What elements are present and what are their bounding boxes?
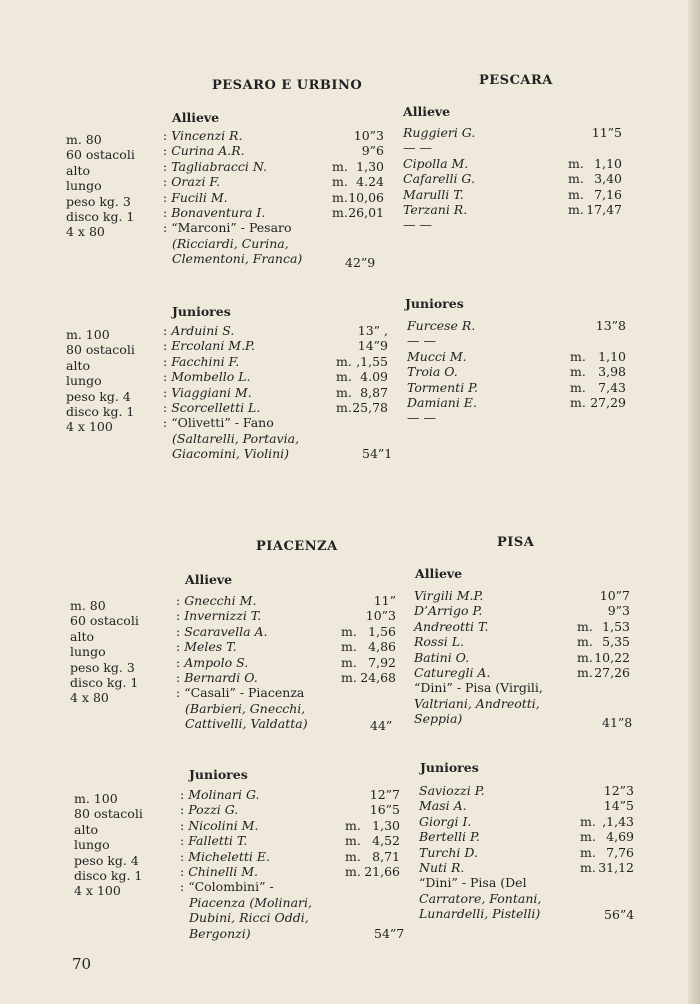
events-column-pesaro-juniores: m. 100 80 ostacoli alto lungo peso kg. 4 disco kg. 1 4 x 100 <box>66 327 135 435</box>
category-allieve-pisa: Allieve <box>415 566 463 581</box>
category-juniores-pescara: Juniores <box>405 296 464 311</box>
page-edge-shadow <box>688 0 700 1004</box>
athletes-pesaro-juniores: : Arduini S. : Ercolani M.P. : Facchini F. : Mombello L. : Viaggiani M. : Scorcelletti L. : “Olivetti” - Fano (Saltarelli, Portavia, Giacomini, Violini) <box>163 323 300 462</box>
events-column-piacenza-juniores: m. 100 80 ostacoli alto lungo peso kg. 4 disco kg. 1 4 x 100 <box>74 791 143 899</box>
units-pisa-juniores: m. m. m. m. <box>580 813 596 875</box>
province-heading-pescara: PESCARA <box>479 73 553 88</box>
athletes-pisa-juniores: Saviozzi P. Masi A. Giorgi I. Bertelli P. Turchi D. Nuti R. “Dini” - Pisa (Del Carratore, Fontani, Lunardelli, Pistelli) <box>419 783 542 922</box>
athletes-piacenza-juniores: : Molinari G. : Pozzi G. : Nicolini M. : Falletti T. : Micheletti E. : Chinelli M. : “Colombini” - Piacenza (Molinari, Dubini, Ricci Oddi, Bergonzi) <box>180 787 312 941</box>
units-piacenza-juniores: m. m. m. m. <box>345 817 361 879</box>
results-pesaro-juniores: 13” , 14”9 ,1,55 4.09 8,87 25,78 <box>352 323 388 415</box>
results-pescara-juniores: 13”8 1,10 3,98 7,43 27,29 <box>590 318 626 410</box>
results-pescara-allieve: 11”5 1,10 3,40 7,16 17,47 <box>586 125 622 217</box>
results-pesaro-allieve: 10”3 9”6 1,30 4.24 10,06 26,01 <box>348 128 384 220</box>
category-juniores-pisa: Juniores <box>420 760 479 775</box>
units-piacenza-allieve: m. m. m. m. <box>341 623 357 685</box>
category-juniores-pesaro: Juniores <box>172 304 231 319</box>
events-column-pesaro-allieve: m. 80 60 ostacoli alto lungo peso kg. 3 disco kg. 1 4 x 80 <box>66 132 135 240</box>
category-allieve-piacenza: Allieve <box>185 572 233 587</box>
athletes-pisa-allieve: Virgili M.P. D’Arrigo P. Andreotti T. Rossi L. Batini O. Caturegli A. “Dini” - Pisa (Virgili, Valtriani, Andreotti, Seppia) <box>414 588 543 727</box>
province-heading-pesaro-urbino: PESARO E URBINO <box>212 78 363 93</box>
relay-result-piacenza-juniores: 54”7 <box>374 926 405 941</box>
results-piacenza-allieve: 11” 10”3 1,56 4,86 7,92 24,68 <box>360 593 396 685</box>
results-pisa-allieve: 10”7 9”3 1,53 5,35 10,22 27,26 <box>594 588 630 680</box>
units-pisa-allieve: m. m. m. m. <box>577 618 593 680</box>
units-pesaro-allieve: m. m. m. m. <box>332 158 348 220</box>
events-column-piacenza-allieve: m. 80 60 ostacoli alto lungo peso kg. 3 disco kg. 1 4 x 80 <box>70 598 139 706</box>
category-allieve-pesaro: Allieve <box>172 110 220 125</box>
units-pescara-juniores: m. m. m. m. <box>570 348 586 410</box>
units-pesaro-juniores: m. m. m. m. <box>336 353 352 415</box>
category-allieve-pescara: Allieve <box>403 104 451 119</box>
athletes-pesaro-allieve: : Vincenzi R. : Curina A.R. : Tagliabracci N. : Orazi F. : Fucili M. : Bonaventura I. : “Marconi” - Pesaro (Ricciardi, Curina, Clementoni, Franca) <box>163 128 303 267</box>
relay-result-pesaro-juniores: 54”1 <box>362 446 393 461</box>
results-piacenza-juniores: 12”7 16”5 1,30 4,52 8,71 21,66 <box>364 787 400 879</box>
athletes-pescara-allieve: Ruggieri G. — — Cipolla M. Cafarelli G. Marulli T. Terzani R. — — <box>403 125 476 233</box>
athletes-pescara-juniores: Furcese R. — — Mucci M. Troia O. Tormenti P. Damiani E. — — <box>407 318 479 426</box>
page-number: 70 <box>72 955 92 973</box>
relay-result-pisa-allieve: 41”8 <box>602 715 633 730</box>
units-pescara-allieve: m. m. m. m. <box>568 155 584 217</box>
category-juniores-piacenza: Juniores <box>189 767 248 782</box>
relay-result-pesaro-allieve: 42”9 <box>345 255 376 270</box>
athletes-piacenza-allieve: : Gnecchi M. : Invernizzi T. : Scaravella A. : Meles T. : Ampolo S. : Bernardi O. : “Casali” - Piacenza (Barbieri, Gnecchi, Cattivelli, Valdatta) <box>176 593 308 732</box>
province-heading-pisa: PISA <box>497 535 535 550</box>
relay-result-piacenza-allieve: 44” <box>370 718 393 733</box>
relay-result-pisa-juniores: 56”4 <box>604 907 635 922</box>
province-heading-piacenza: PIACENZA <box>256 539 338 554</box>
results-pisa-juniores: 12”3 14”5 ,1,43 4,69 7,76 31,12 <box>598 783 634 875</box>
